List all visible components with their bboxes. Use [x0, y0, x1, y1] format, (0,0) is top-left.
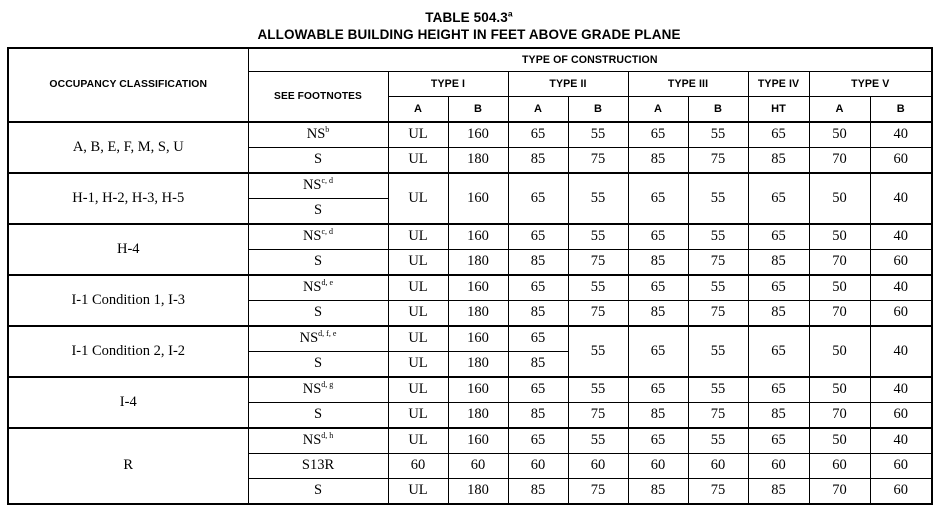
value-cell: 40 [870, 122, 932, 148]
value-cell: 85 [748, 249, 809, 275]
value-cell: 55 [688, 173, 748, 224]
value-cell: 85 [508, 147, 568, 173]
value-cell: 60 [870, 300, 932, 326]
value-cell: 60 [870, 453, 932, 478]
value-cell: 60 [568, 453, 628, 478]
value-cell: 40 [870, 224, 932, 250]
see-footnotes-cell: $NS^b$ [248, 122, 388, 148]
value-cell: 180 [448, 147, 508, 173]
header-type-i-a: A [388, 96, 448, 122]
value-cell: 160 [448, 326, 508, 352]
value-cell: UL [388, 428, 448, 454]
table-body [8, 122, 932, 504]
value-cell: 50 [809, 122, 870, 148]
table-number-title [0, 9, 938, 26]
table-number-footnote-marker: a [507, 8, 513, 19]
value-cell: 50 [809, 275, 870, 301]
value-cell: 75 [568, 300, 628, 326]
see-footnotes-cell: NS$^{d, e}$ [248, 275, 388, 301]
header-type-v-b: B [870, 96, 932, 122]
value-cell: 85 [628, 478, 688, 504]
value-cell: UL [388, 478, 448, 504]
value-cell: 70 [809, 478, 870, 504]
value-cell-merged: 40 [870, 326, 932, 377]
value-cell: UL [388, 300, 448, 326]
value-cell: 75 [568, 478, 628, 504]
value-cell: 65 [508, 173, 568, 224]
footnote-marker: c, d [321, 227, 334, 237]
value-cell: 85 [628, 249, 688, 275]
value-cell: 60 [448, 453, 508, 478]
value-cell: 160 [448, 122, 508, 148]
value-cell: 85 [508, 249, 568, 275]
value-cell: UL [388, 326, 448, 352]
value-cell: 70 [809, 402, 870, 428]
value-cell: UL [388, 147, 448, 173]
header-see-footnotes: SEE FOOTNOTES [248, 71, 388, 122]
value-cell: 50 [809, 224, 870, 250]
value-cell: 85 [508, 402, 568, 428]
value-cell: UL [388, 377, 448, 403]
value-cell: 75 [688, 249, 748, 275]
value-cell-merged: 65 [748, 326, 809, 377]
value-cell: 160 [448, 377, 508, 403]
see-footnotes-cell: NS$^{d, f, e}$ [248, 326, 388, 352]
header-type-v: TYPE V [809, 71, 932, 96]
see-footnotes-cell: NS$^{d, h}$ [248, 428, 388, 454]
value-cell: 160 [448, 173, 508, 224]
value-cell: 55 [568, 428, 628, 454]
value-cell: 75 [688, 147, 748, 173]
value-cell: 40 [870, 275, 932, 301]
header-type-i: TYPE I [388, 71, 508, 96]
see-footnotes-cell: S [248, 351, 388, 377]
value-cell: 55 [688, 275, 748, 301]
value-cell: 65 [508, 275, 568, 301]
header-type-iv-ht: HT [748, 96, 809, 122]
value-cell: 85 [748, 147, 809, 173]
value-cell: 65 [748, 122, 809, 148]
header-type-i-b: B [448, 96, 508, 122]
value-cell: 65 [508, 377, 568, 403]
table-row [8, 428, 932, 454]
footnote-marker: c, d [321, 176, 334, 186]
table-title-block [0, 0, 938, 44]
footnote-marker: d, e [321, 278, 334, 288]
value-cell: 60 [688, 453, 748, 478]
value-cell: 85 [628, 300, 688, 326]
header-type-ii: TYPE II [508, 71, 628, 96]
value-cell: 85 [508, 478, 568, 504]
see-footnotes-cell: S [248, 478, 388, 504]
table-container [0, 47, 938, 505]
table-row [8, 173, 932, 199]
see-footnotes-cell: S [248, 249, 388, 275]
value-cell: UL [388, 249, 448, 275]
value-cell: 55 [568, 377, 628, 403]
value-cell-merged: 55 [568, 326, 628, 377]
occupancy-classification-cell: H-4 [8, 224, 248, 275]
value-cell: 65 [508, 224, 568, 250]
value-cell-merged: 65 [628, 326, 688, 377]
table-row [8, 224, 932, 250]
value-cell: 85 [508, 300, 568, 326]
value-cell: 75 [688, 478, 748, 504]
value-cell: 70 [809, 249, 870, 275]
see-footnotes-cell: NS$^{c, d}$ [248, 224, 388, 250]
value-cell-merged: 55 [688, 326, 748, 377]
value-cell: 55 [688, 428, 748, 454]
see-footnotes-cell: NS$^{d, g}$ [248, 377, 388, 403]
table-row [8, 275, 932, 301]
value-cell-merged: 50 [809, 326, 870, 377]
value-cell: 40 [870, 377, 932, 403]
value-cell: 65 [508, 428, 568, 454]
value-cell: 65 [748, 224, 809, 250]
header-type-of-construction: TYPE OF CONSTRUCTION [248, 48, 932, 72]
value-cell: 65 [748, 428, 809, 454]
value-cell: 75 [568, 402, 628, 428]
value-cell: 75 [688, 402, 748, 428]
value-cell: 65 [508, 122, 568, 148]
value-cell: 60 [628, 453, 688, 478]
value-cell: 60 [870, 402, 932, 428]
value-cell: 65 [748, 173, 809, 224]
value-cell: 180 [448, 351, 508, 377]
see-footnotes-cell: NS$^{c, d}$ [248, 173, 388, 199]
header-type-iv: TYPE IV [748, 71, 809, 96]
value-cell: 55 [568, 275, 628, 301]
value-cell: 55 [568, 224, 628, 250]
footnote-marker: d, f, e [318, 329, 337, 339]
value-cell: 85 [748, 300, 809, 326]
value-cell: 160 [448, 275, 508, 301]
value-cell: 65 [628, 275, 688, 301]
value-cell: 65 [628, 377, 688, 403]
allowable-building-height-table [7, 47, 933, 505]
value-cell: 65 [628, 173, 688, 224]
see-footnotes-cell: S13R [248, 453, 388, 478]
value-cell: 50 [809, 173, 870, 224]
value-cell: 40 [870, 428, 932, 454]
see-footnotes-cell: S [248, 402, 388, 428]
value-cell: 65 [628, 122, 688, 148]
table-row [8, 122, 932, 148]
footnote-marker: d, g [321, 380, 334, 390]
value-cell: 70 [809, 300, 870, 326]
value-cell: 180 [448, 300, 508, 326]
header-type-v-a: A [809, 96, 870, 122]
value-cell: 60 [388, 453, 448, 478]
value-cell: UL [388, 351, 448, 377]
value-cell: 85 [628, 402, 688, 428]
see-footnotes-cell: S [248, 198, 388, 224]
table-number: TABLE 504.3 [425, 10, 508, 25]
value-cell: 180 [448, 402, 508, 428]
footnote-marker: d, h [321, 431, 334, 441]
value-cell: 85 [748, 478, 809, 504]
value-cell: 75 [568, 147, 628, 173]
value-cell: 75 [688, 300, 748, 326]
value-cell: 60 [748, 453, 809, 478]
footnote-marker: b [325, 125, 330, 135]
value-cell: 75 [568, 249, 628, 275]
occupancy-classification-cell: H-1, H-2, H-3, H-5 [8, 173, 248, 224]
value-cell: 65 [748, 275, 809, 301]
value-cell: 70 [809, 147, 870, 173]
header-occupancy-classification: OCCUPANCY CLASSIFICATION [8, 48, 248, 122]
value-cell: UL [388, 224, 448, 250]
occupancy-classification-cell: I-1 Condition 1, I-3 [8, 275, 248, 326]
value-cell: UL [388, 173, 448, 224]
header-type-iii-b: B [688, 96, 748, 122]
header-row-top [8, 48, 932, 72]
see-footnotes-cell: S [248, 300, 388, 326]
occupancy-classification-cell: I-4 [8, 377, 248, 428]
value-cell: 55 [568, 122, 628, 148]
value-cell: 60 [870, 478, 932, 504]
value-cell: 85 [628, 147, 688, 173]
header-type-iii-a: A [628, 96, 688, 122]
value-cell: 40 [870, 173, 932, 224]
value-cell: 180 [448, 249, 508, 275]
occupancy-classification-cell: I-1 Condition 2, I-2 [8, 326, 248, 377]
value-cell: UL [388, 275, 448, 301]
value-cell: 160 [448, 428, 508, 454]
value-cell: 60 [809, 453, 870, 478]
value-cell: 50 [809, 377, 870, 403]
value-cell: 65 [628, 428, 688, 454]
value-cell: 160 [448, 224, 508, 250]
occupancy-classification-cell: A, B, E, F, M, S, U [8, 122, 248, 173]
value-cell: 180 [448, 478, 508, 504]
value-cell: 85 [508, 351, 568, 377]
header-type-ii-b: B [568, 96, 628, 122]
value-cell: 60 [508, 453, 568, 478]
value-cell: UL [388, 122, 448, 148]
header-type-ii-a: A [508, 96, 568, 122]
occupancy-classification-cell: R [8, 428, 248, 504]
value-cell: 65 [628, 224, 688, 250]
table-row [8, 377, 932, 403]
value-cell: UL [388, 402, 448, 428]
table-row [8, 326, 932, 352]
value-cell: 60 [870, 147, 932, 173]
value-cell: 65 [748, 377, 809, 403]
table-subject-title: ALLOWABLE BUILDING HEIGHT IN FEET ABOVE GRADE PLANE [257, 27, 681, 43]
value-cell: 65 [508, 326, 568, 352]
header-type-iii: TYPE III [628, 71, 748, 96]
value-cell: 85 [748, 402, 809, 428]
value-cell: 55 [568, 173, 628, 224]
value-cell: 55 [688, 377, 748, 403]
table-header [8, 48, 932, 122]
value-cell: 60 [870, 249, 932, 275]
value-cell: 55 [688, 224, 748, 250]
value-cell: 50 [809, 428, 870, 454]
value-cell: 55 [688, 122, 748, 148]
see-footnotes-cell: S [248, 147, 388, 173]
